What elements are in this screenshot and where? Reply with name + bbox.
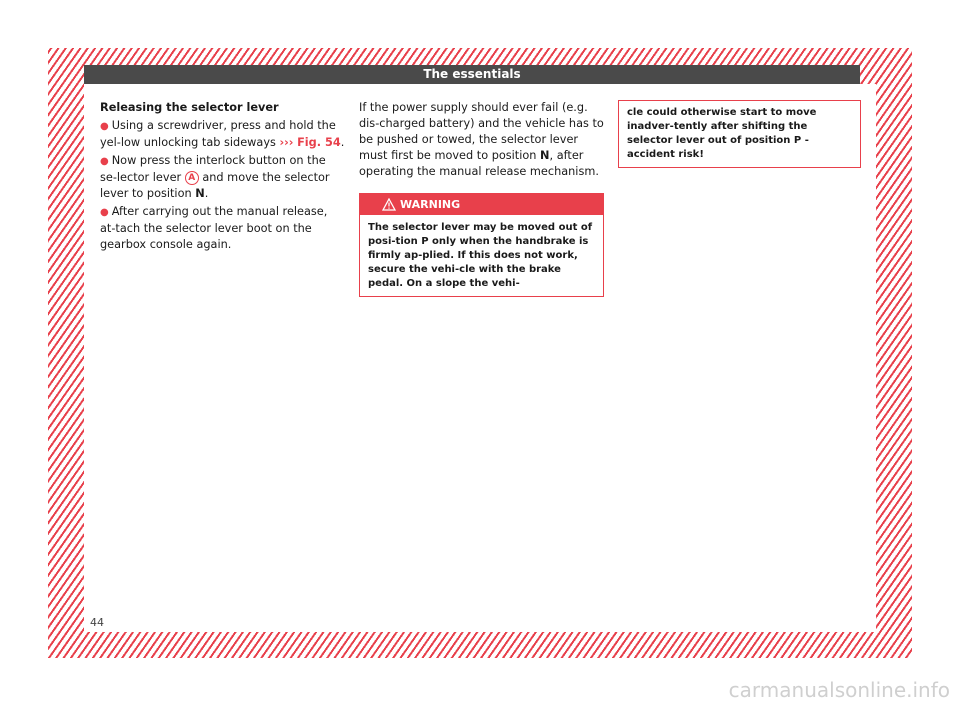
warning-box xyxy=(359,193,604,297)
section-heading: Releasing the selector lever xyxy=(100,101,279,114)
arrow-icon: ››› xyxy=(279,136,294,149)
bullet-step-1: ● Using a screwdriver, press and hold the yel-low unlocking tab sideways ››› Fig. 54. xyxy=(100,119,345,149)
warning-triangle-icon xyxy=(382,198,396,211)
warning-header xyxy=(360,194,603,215)
section-header: The essentials xyxy=(84,65,860,84)
warning-text: The selector lever may be moved out of posi-tion P only when the handbrake is firmly ap-plied. If this does not work, secure the vehi-cle with the brake pedal. On a slope the vehi- xyxy=(368,222,593,289)
warning-title: WARNING xyxy=(400,198,461,211)
bullet-dot-icon: ● xyxy=(100,207,109,218)
bullet-dot-icon: ● xyxy=(100,156,109,167)
column-right xyxy=(618,100,861,168)
page-number: 44 xyxy=(90,616,104,629)
bullet-step-2: ● Now press the interlock button on the se-lector lever A and move the selector lever to position N. xyxy=(100,154,330,200)
callout-badge: A xyxy=(185,171,199,185)
bullet-step-3: ● After carrying out the manual release, at-tach the selector lever boot on the gearbox console again. xyxy=(100,205,328,251)
watermark-text: carmanualsonline.info xyxy=(728,678,950,702)
column-left xyxy=(100,100,345,253)
warning-continuation-box: cle could otherwise start to move inadver-tently after shifting the selector lever out of position P - accident risk! xyxy=(618,100,861,168)
power-failure-paragraph: If the power supply should ever fail (e.g. dis-charged battery) and the vehicle has to be pushed or towed, the selector lever must first be moved to position N, after operating the manual release mechanism. xyxy=(359,101,604,178)
column-middle xyxy=(359,100,604,297)
bullet-dot-icon: ● xyxy=(100,121,109,132)
figure-link[interactable]: Fig. 54 xyxy=(297,136,341,149)
